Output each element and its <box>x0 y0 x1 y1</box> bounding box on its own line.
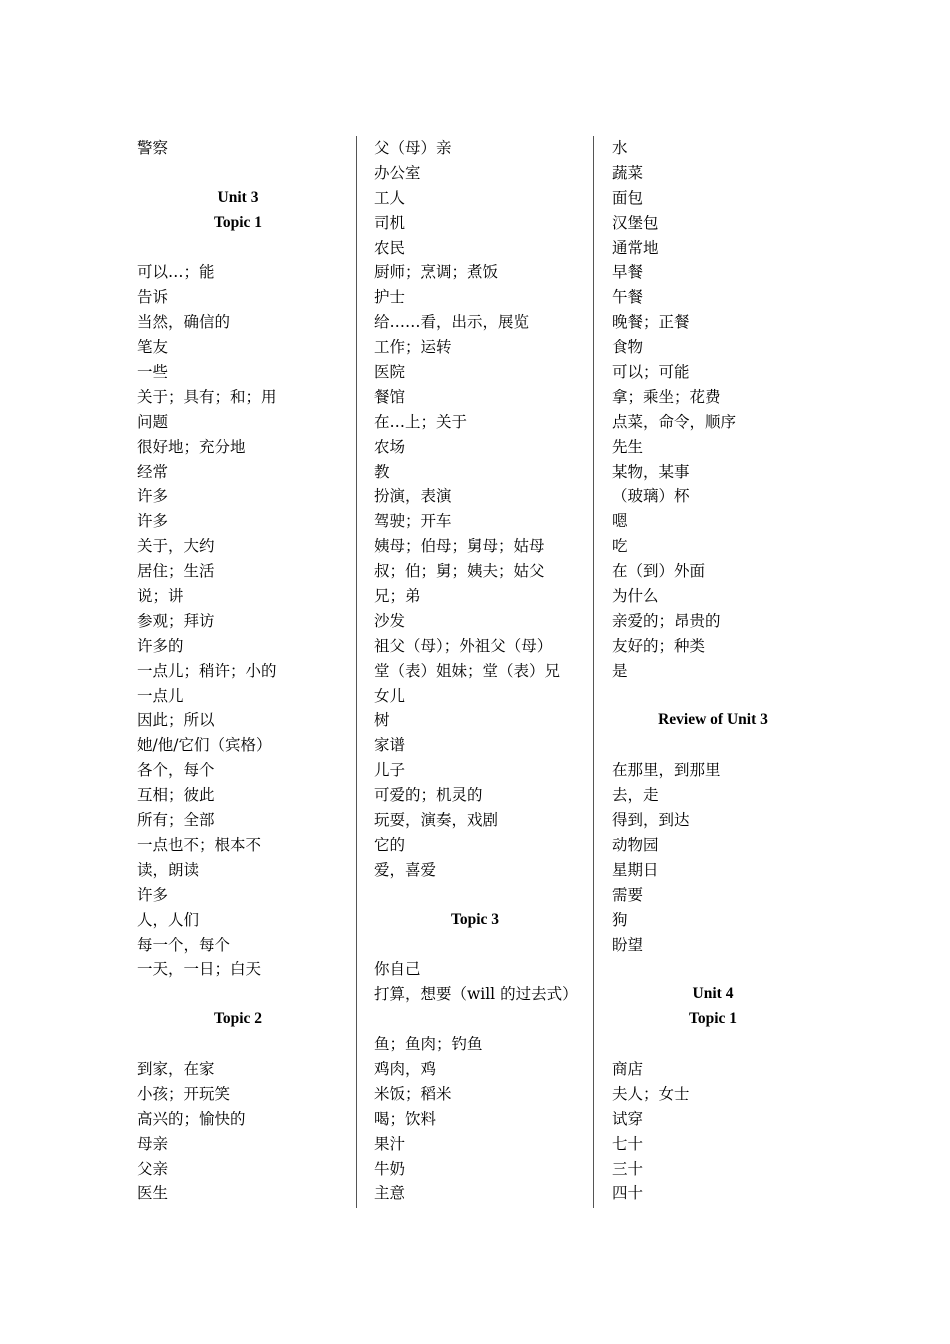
column-3 <box>612 136 832 1206</box>
vocab-entry: 是 <box>612 661 628 680</box>
section-heading: Topic 1 <box>213 213 263 231</box>
vocab-entry: 商店 <box>612 1059 644 1078</box>
vocab-entry: 护士 <box>374 288 406 307</box>
vocab-entry: 祖父（母）；外祖父（母） <box>374 636 553 655</box>
blank-line <box>374 1007 594 1032</box>
vocab-entry: 每一个，每个 <box>137 935 231 954</box>
blank-line <box>612 733 832 758</box>
vocab-entry: 晚餐；正餐 <box>612 313 690 332</box>
blank-line <box>612 684 832 709</box>
vocab-entry: 树 <box>374 711 390 730</box>
vocab-entry: 工人 <box>374 188 406 207</box>
column-1 <box>137 136 357 1206</box>
vocab-entry: 女儿 <box>374 686 406 705</box>
vocab-entry: 吃 <box>612 537 628 556</box>
vocab-entry: 面包 <box>612 188 644 207</box>
vocab-entry: 经常 <box>137 462 169 481</box>
vocab-entry: 七十 <box>612 1134 644 1153</box>
vocab-entry: 农民 <box>374 238 406 257</box>
vocab-entry: 鸡肉，鸡 <box>374 1059 437 1078</box>
vocab-entry: 到家，在家 <box>137 1059 215 1078</box>
vocab-entry: 早餐 <box>612 263 644 282</box>
vocab-entry: 农场 <box>374 437 406 456</box>
vocab-entry: 某物，某事 <box>612 462 690 481</box>
vocab-entry: 扮演，表演 <box>374 487 452 506</box>
vocab-entry: 为什么 <box>612 587 659 606</box>
vocab-entry: 爱，喜爱 <box>374 860 437 879</box>
vocab-entry: 先生 <box>612 437 644 456</box>
vocab-entry: 办公室 <box>374 163 421 182</box>
vocab-entry: 鱼；鱼肉；钓鱼 <box>374 1035 483 1054</box>
blank-line <box>137 1032 357 1057</box>
vocab-entry: 告诉 <box>137 288 169 307</box>
vocab-entry: 餐馆 <box>374 387 406 406</box>
section-heading: Unit 4 <box>692 985 734 1003</box>
vocab-entry: 嗯 <box>612 512 628 531</box>
vocab-entry: 沙发 <box>374 611 406 630</box>
vocab-entry: 通常地 <box>612 238 659 257</box>
vocab-entry: 点菜，命令，顺序 <box>612 412 737 431</box>
vocab-entry: 给……看，出示，展览 <box>374 313 530 332</box>
vocab-entry: 厨师；烹调；煮饭 <box>374 263 499 282</box>
vocab-entry: 牛奶 <box>374 1159 406 1178</box>
vocab-entry: 米饭；稻米 <box>374 1084 452 1103</box>
vocab-entry: 它的 <box>374 835 406 854</box>
section-heading: Review of Unit 3 <box>658 711 768 729</box>
vocab-entry: 家谱 <box>374 736 406 755</box>
vocab-entry: 一点也不；根本不 <box>137 835 262 854</box>
vocab-entry: 姨母；伯母；舅母；姑母 <box>374 537 545 556</box>
vocab-entry: 人，人们 <box>137 910 200 929</box>
vocab-entry: 兄；弟 <box>374 587 421 606</box>
column-2 <box>374 136 594 1206</box>
vocab-entry: 叔；伯；舅；姨夫；姑父 <box>374 562 545 581</box>
vocab-entry: 母亲 <box>137 1134 169 1153</box>
vocab-entry: 汉堡包 <box>612 213 659 232</box>
vocab-entry: 四十 <box>612 1184 644 1203</box>
vocab-entry: 打算，想要（will 的过去式） <box>374 985 578 1004</box>
vocab-entry: 星期日 <box>612 860 659 879</box>
vocab-entry: 狗 <box>612 910 628 929</box>
vocab-entry: 一些 <box>137 363 169 382</box>
vocab-entry: 盼望 <box>612 935 644 954</box>
section-heading: Unit 3 <box>217 188 259 206</box>
section-heading: Topic 3 <box>450 910 500 928</box>
blank-line <box>612 1032 832 1057</box>
vocab-entry: 父（母）亲 <box>374 139 452 157</box>
vocab-entry: 可以；可能 <box>612 363 690 382</box>
vocab-entry: 食物 <box>612 338 644 357</box>
blank-line <box>374 883 594 908</box>
vocab-entry: 很好地；充分地 <box>137 437 246 456</box>
vocab-entry: 午餐 <box>612 288 644 307</box>
vocab-entry: 可以…；能 <box>137 263 215 282</box>
vocab-entry: 许多 <box>137 487 169 506</box>
vocab-entry: 医院 <box>374 363 406 382</box>
column-divider <box>356 136 357 1208</box>
column-divider <box>593 136 594 1208</box>
vocab-entry: 她/他/它们（宾格） <box>137 736 272 755</box>
vocab-entry: 动物园 <box>612 835 659 854</box>
blank-line <box>137 236 357 261</box>
vocab-entry: 读，朗读 <box>137 860 200 879</box>
blank-line <box>137 982 357 1007</box>
vocab-entry: 驾驶；开车 <box>374 512 452 531</box>
vocab-entry: 堂（表）姐妹；堂（表）兄 <box>374 661 561 680</box>
vocab-entry: 笔友 <box>137 338 169 357</box>
blank-line <box>374 933 594 958</box>
vocab-entry: 得到，到达 <box>612 811 690 830</box>
vocab-entry: 一天，一日；白天 <box>137 960 262 979</box>
vocab-entry: 所有；全部 <box>137 811 215 830</box>
vocab-entry: 可爱的；机灵的 <box>374 786 483 805</box>
vocab-entry: 小孩；开玩笑 <box>137 1084 231 1103</box>
vocab-entry: 问题 <box>137 412 169 431</box>
vocab-entry: 拿；乘坐；花费 <box>612 387 721 406</box>
vocab-entry: 喝；饮料 <box>374 1109 437 1128</box>
vocab-entry: 许多 <box>137 512 169 531</box>
vocab-entry: 医生 <box>137 1184 169 1203</box>
vocab-entry: 蔬菜 <box>612 163 644 182</box>
vocab-entry: 果汁 <box>374 1134 406 1153</box>
vocab-entry: 警察 <box>137 139 169 157</box>
vocab-entry: 在（到）外面 <box>612 562 706 581</box>
vocab-entry: 关于；具有；和；用 <box>137 387 277 406</box>
vocab-entry: 参观；拜访 <box>137 611 215 630</box>
vocab-entry: 友好的；种类 <box>612 636 706 655</box>
vocab-entry: 教 <box>374 462 390 481</box>
vocab-entry: 居住；生活 <box>137 562 215 581</box>
vocab-entry: 父亲 <box>137 1159 169 1178</box>
vocab-entry: 司机 <box>374 213 406 232</box>
vocab-entry: 一点儿；稍许；小的 <box>137 661 277 680</box>
vocab-entry: 高兴的；愉快的 <box>137 1109 246 1128</box>
vocab-entry: 说；讲 <box>137 587 184 606</box>
vocab-entry: 在那里，到那里 <box>612 761 721 780</box>
vocab-entry: 在…上；关于 <box>374 412 468 431</box>
vocab-entry: 儿子 <box>374 761 406 780</box>
vocab-entry: 工作；运转 <box>374 338 452 357</box>
vocab-entry: 当然，确信的 <box>137 313 231 332</box>
vocab-entry: 需要 <box>612 885 644 904</box>
vocab-entry: 许多 <box>137 885 169 904</box>
vocab-entry: 因此；所以 <box>137 711 215 730</box>
vocab-entry: 玩耍，演奏，戏剧 <box>374 811 499 830</box>
vocab-entry: 夫人；女士 <box>612 1084 690 1103</box>
vocab-entry: 互相；彼此 <box>137 786 215 805</box>
vocab-entry: 一点儿 <box>137 686 184 705</box>
blank-line <box>137 161 357 186</box>
vocab-entry: 主意 <box>374 1184 406 1203</box>
vocab-entry: 去，走 <box>612 786 659 805</box>
vocab-entry: 各个，每个 <box>137 761 215 780</box>
section-heading: Topic 2 <box>213 1010 263 1028</box>
vocab-entry: （玻璃）杯 <box>612 487 690 506</box>
blank-line <box>612 957 832 982</box>
vocab-entry: 许多的 <box>137 636 184 655</box>
vocab-entry: 你自己 <box>374 960 421 979</box>
section-heading: Topic 1 <box>688 1010 738 1028</box>
vocab-entry: 关于，大约 <box>137 537 215 556</box>
vocab-entry: 水 <box>612 139 628 157</box>
vocab-entry: 试穿 <box>612 1109 644 1128</box>
vocab-entry: 亲爱的；昂贵的 <box>612 611 721 630</box>
vocab-entry: 三十 <box>612 1159 644 1178</box>
